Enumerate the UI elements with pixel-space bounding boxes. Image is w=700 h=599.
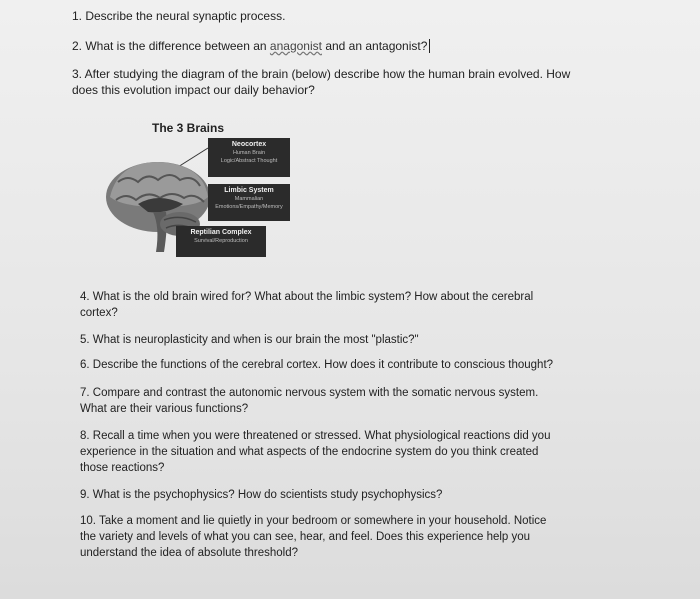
question-1: 1. Describe the neural synaptic process.: [72, 9, 286, 23]
limbic-line-2: Mammalian: [234, 196, 264, 202]
reptilian-label: [176, 226, 266, 257]
question-4-line-2: cortex?: [80, 307, 118, 319]
question-4-line-1: 4. What is the old brain wired for? What about the limbic system? How about the cerebral: [80, 291, 534, 303]
neocortex-label: [208, 138, 290, 177]
question-6: 6. Describe the functions of the cerebral cortex. How does it contribute to conscious thought?: [80, 359, 554, 371]
question-7-line-1: 7. Compare and contrast the autonomic nervous system with the somatic nervous system.: [80, 387, 539, 399]
limbic-label: [208, 184, 290, 221]
question-9: 9. What is the psychophysics? How do scientists study psychophysics?: [80, 489, 443, 501]
question-10-line-1: 10. Take a moment and lie quietly in your bedroom or somewhere in your household. Notice: [80, 515, 547, 527]
question-8-line-1: 8. Recall a time when you were threatened or stressed. What physiological reactions did you: [80, 430, 551, 442]
question-8-line-3: those reactions?: [80, 462, 165, 474]
neocortex-line-3: Logic/Abstract Thought: [220, 158, 278, 164]
question-3-line-2: does this evolution impact our daily behavior?: [72, 83, 315, 97]
limbic-line-3: Emotions/Empathy/Memory: [215, 204, 283, 210]
figure-title: The 3 Brains: [152, 121, 225, 135]
reptilian-line-2: Survival/Reproduction: [194, 238, 248, 244]
question-2-suffix: and an antagonist?: [325, 39, 428, 53]
question-10-line-3: understand the idea of absolute threshold?: [80, 547, 299, 559]
question-7-line-2: What are their various functions?: [80, 403, 249, 415]
neocortex-line-2: Human Brain: [232, 150, 266, 156]
question-10-line-2: the variety and levels of what you can see, hear, and feel. Does this experience help you: [80, 531, 531, 543]
neocortex-name: Neocortex: [231, 141, 267, 148]
limbic-name: Limbic System: [224, 187, 274, 194]
question-8-line-2: experience in the situation and what aspects of the endocrine system do you think created: [80, 446, 539, 458]
question-5: 5. What is neuroplasticity and when is our brain the most "plastic?": [80, 334, 419, 346]
question-3-line-1: 3. After studying the diagram of the brain (below) describe how the human brain evolved. How: [72, 67, 571, 81]
question-2-prefix: 2. What is the difference between an: [72, 39, 267, 53]
misspelled-word[interactable]: anagonist: [269, 39, 322, 53]
reptilian-name: Reptilian Complex: [190, 229, 252, 236]
